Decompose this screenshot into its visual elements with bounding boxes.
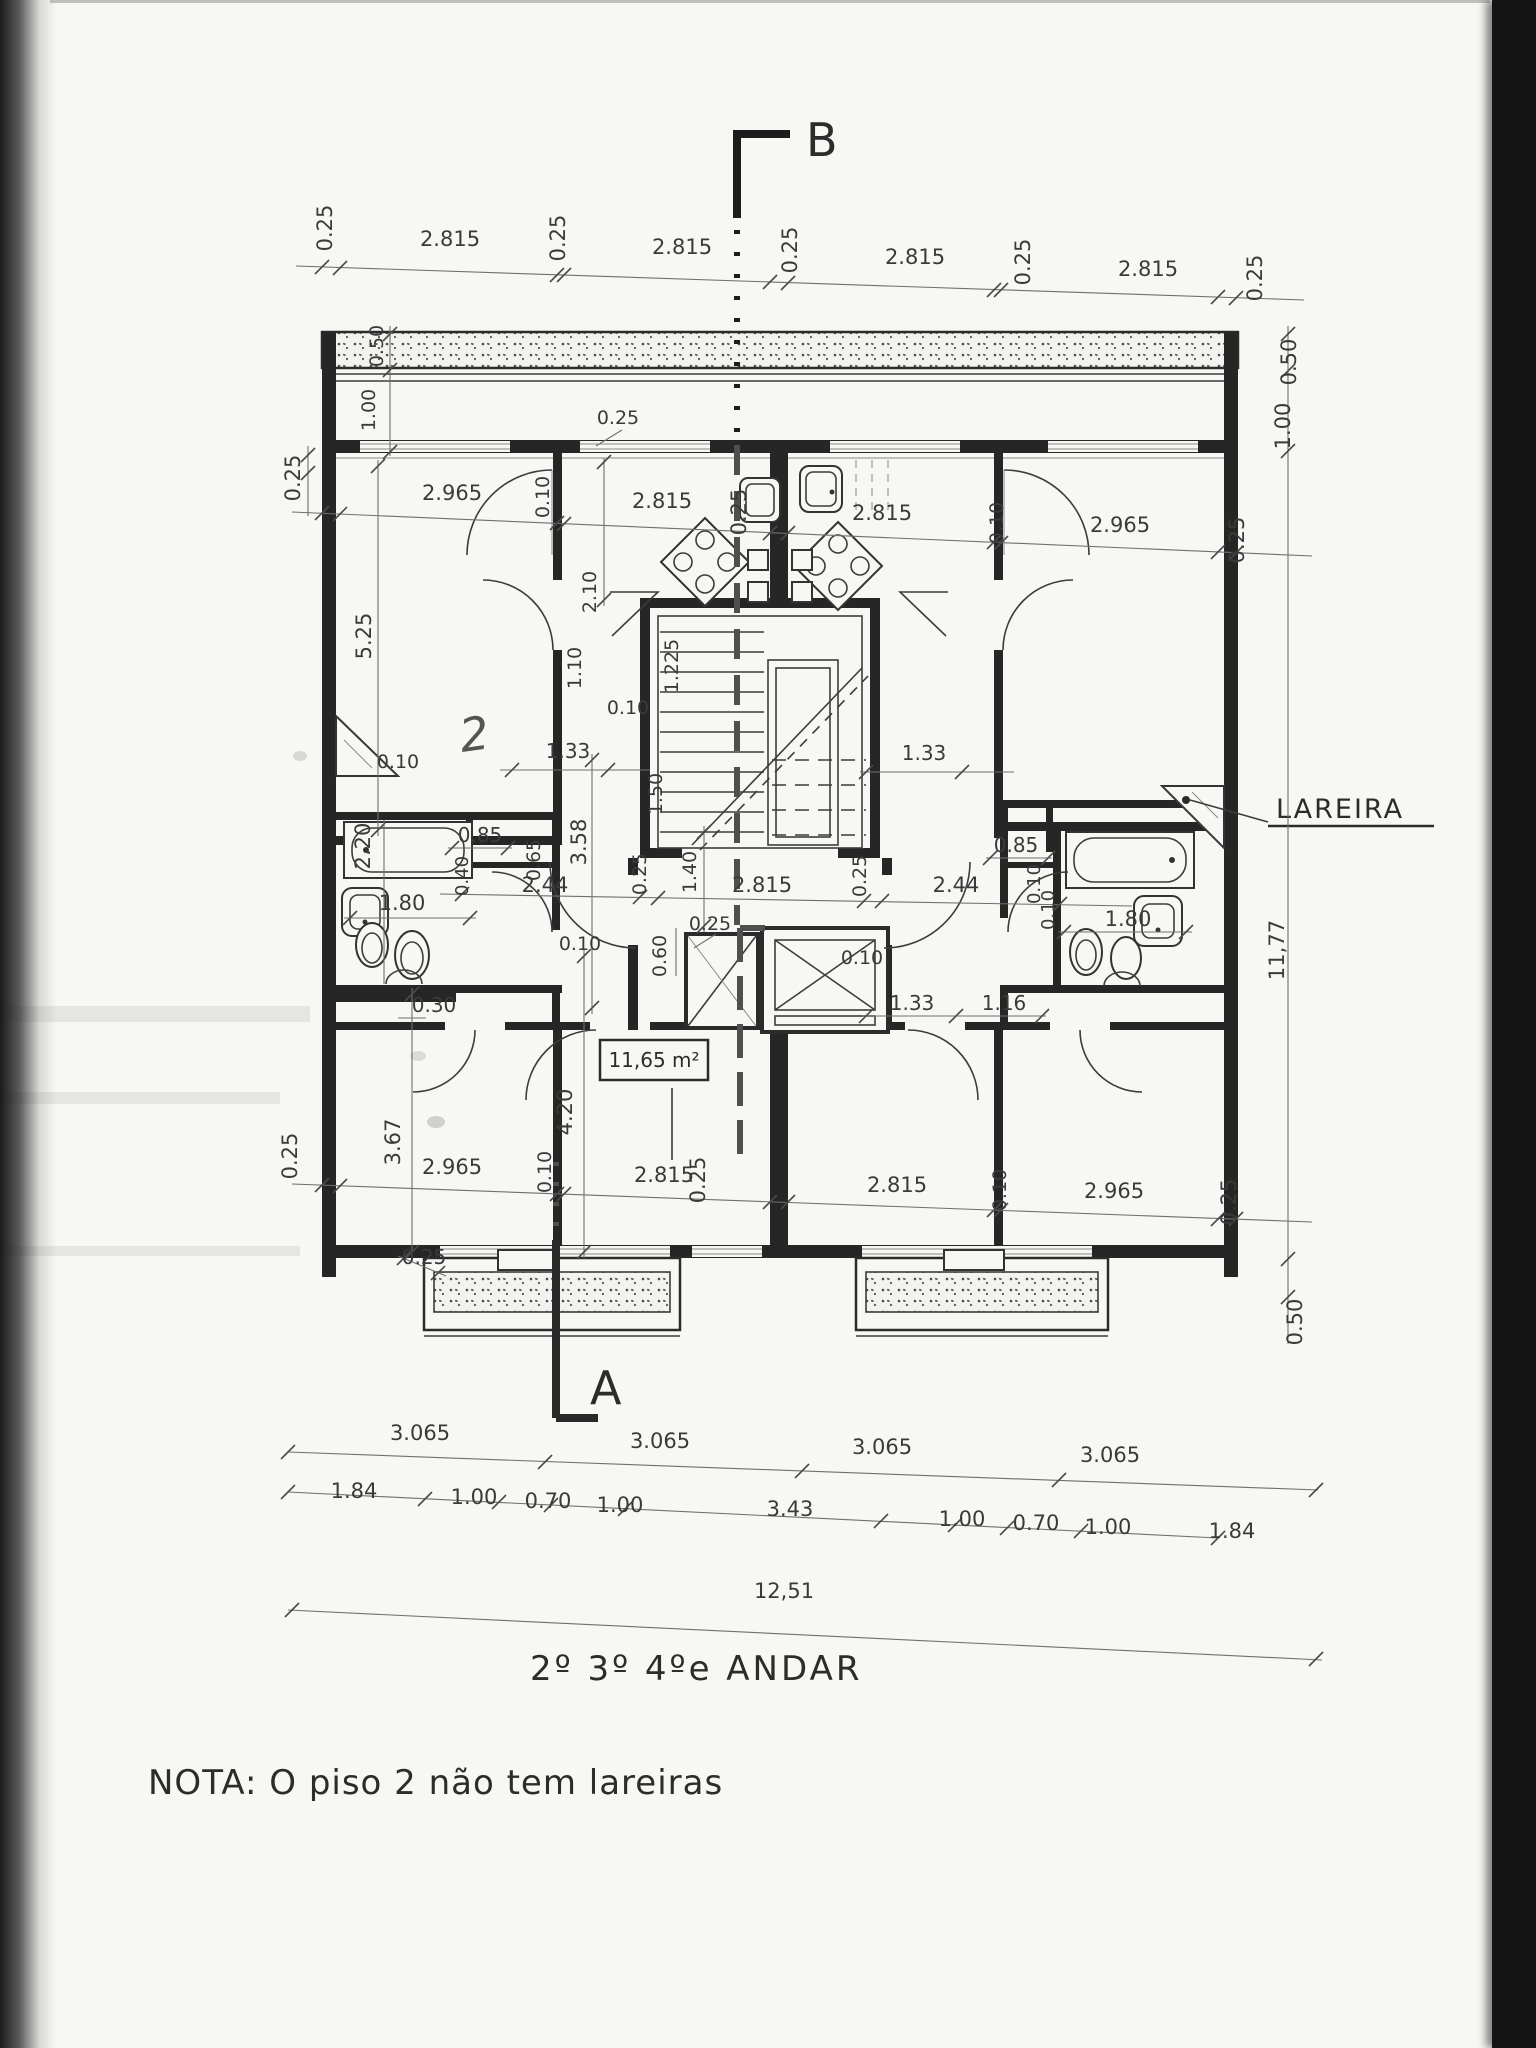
- dimension-label: 1.33: [545, 739, 591, 763]
- dimension-label: 2.965: [421, 481, 483, 505]
- dimension-label: 3.67: [381, 1118, 405, 1166]
- dimension-label: 0.10: [534, 1150, 556, 1194]
- dimension-label: 1.33: [889, 991, 935, 1015]
- dimension-label: 0.25: [686, 1156, 710, 1204]
- dimension-label: 1.225: [661, 638, 683, 694]
- dimension-label: 1.80: [1104, 907, 1152, 931]
- plan-note: NOTA: O piso 2 não tem lareiras: [148, 1763, 724, 1803]
- dimension-label: 0.10: [376, 751, 420, 773]
- dimension-label: 1.84: [330, 1479, 378, 1503]
- dimension-label: 0.30: [411, 993, 457, 1017]
- dimension-label: 1.40: [679, 850, 701, 894]
- dimension-label: 0.25: [1243, 254, 1267, 302]
- dimension-label: 1.50: [645, 772, 667, 816]
- dimension-label: 0.25: [278, 1132, 302, 1180]
- dimension-label: 2.965: [1083, 1179, 1145, 1203]
- dimension-label: 1.16: [981, 991, 1027, 1015]
- dimension-label: 0.60: [649, 934, 671, 978]
- dimension-label: 2.965: [1089, 513, 1151, 537]
- dimension-label: 2.20: [351, 822, 375, 870]
- area-box: [600, 1040, 708, 1160]
- dimension-label: 0.25: [688, 913, 732, 935]
- dimension-label: 2.815: [633, 1163, 695, 1187]
- service-duct: [686, 934, 758, 1028]
- dimension-label: 12,51: [753, 1579, 815, 1603]
- dimension-label: 2.815: [866, 1173, 928, 1197]
- dimension-label: 2.44: [932, 873, 980, 897]
- dimension-label: 5.25: [352, 612, 376, 660]
- scan-band-right: [1492, 0, 1536, 2048]
- dimension-label: 1.00: [358, 388, 380, 432]
- plan-title: 2º 3º 4ºe ANDAR: [530, 1649, 863, 1689]
- lareira-label: LAREIRA: [1276, 794, 1405, 825]
- dimension-label: 0.70: [1012, 1511, 1060, 1535]
- dimension-label: 2.815: [651, 235, 713, 259]
- dimension-label: 0.85: [993, 833, 1039, 857]
- scan-band-left: [0, 0, 56, 2048]
- dimension-label: 2.10: [579, 570, 601, 614]
- dimension-label: 1.80: [378, 891, 426, 915]
- dimension-label: 3.43: [766, 1497, 814, 1521]
- dimension-label: 1.33: [901, 741, 947, 765]
- dimension-label: 1.00: [938, 1507, 986, 1531]
- dimension-label: 0.70: [524, 1489, 572, 1513]
- dimension-label: 2.815: [419, 227, 481, 251]
- dimension-label: 11,77: [1265, 919, 1289, 981]
- dimension-label: 1.00: [1271, 402, 1295, 450]
- handwritten-mark: 2: [456, 705, 493, 763]
- pencil-smudge: [293, 751, 307, 761]
- dimension-label: 0.25: [546, 214, 570, 262]
- dimension-label: 2.815: [731, 873, 793, 897]
- dimension-label: 2.815: [884, 245, 946, 269]
- section-a-label: A: [590, 1361, 622, 1415]
- dimension-label: 4.20: [553, 1088, 577, 1136]
- dimension-label: 0.25: [1011, 238, 1035, 286]
- dimension-label: 1.00: [596, 1493, 644, 1517]
- dimension-label: 2.815: [1117, 257, 1179, 281]
- dimension-label: 0.10: [558, 933, 602, 955]
- top-balcony: [322, 332, 1238, 382]
- dimension-label: 0.10: [1024, 863, 1045, 905]
- dimension-label: 2.815: [851, 501, 913, 525]
- area-label: 11,65 m²: [608, 1048, 700, 1072]
- dimension-label: 3.065: [851, 1435, 913, 1459]
- dimension-label: 0.25: [629, 852, 651, 896]
- dimension-label: 0.10: [840, 947, 884, 969]
- balcony-bottom-right: [856, 1250, 1108, 1336]
- dimension-label: 0.10: [1038, 889, 1059, 931]
- dimension-label: 2.965: [421, 1155, 483, 1179]
- dimension-label: 1.84: [1208, 1519, 1256, 1543]
- dimension-label: 2.815: [631, 489, 693, 513]
- dimension-label: 0.10: [989, 1168, 1011, 1212]
- dimension-label: 1.10: [564, 646, 586, 690]
- dimension-label: 3.58: [567, 818, 591, 866]
- dimension-label: 3.065: [629, 1429, 691, 1453]
- dimension-label: 0.25: [1217, 1178, 1241, 1226]
- dimension-label: 0.25: [313, 204, 337, 252]
- dimension-label: 2.44: [521, 873, 569, 897]
- dimension-label: 0.10: [986, 501, 1008, 545]
- pencil-smudge: [427, 1116, 445, 1128]
- dimension-label: 0.50: [366, 324, 388, 368]
- dimension-label: 0.25: [1225, 516, 1249, 564]
- dimension-label: 0.85: [457, 823, 503, 847]
- dimension-label: 0.10: [532, 475, 554, 519]
- dimension-label: 0.50: [1277, 338, 1301, 386]
- dimension-label: 3.065: [389, 1421, 451, 1445]
- staircase: [640, 598, 880, 858]
- dimension-label: 0.25: [727, 488, 751, 536]
- dimension-label: 0.25: [596, 407, 640, 429]
- dimension-label: 0.65: [523, 838, 545, 882]
- dimension-label: 0.40: [452, 855, 473, 897]
- dimension-label: 0.10: [606, 697, 650, 719]
- dimension-label: 0.25: [849, 854, 871, 898]
- dimension-label: 3.065: [1079, 1443, 1141, 1467]
- dimension-label: 1.00: [1084, 1515, 1132, 1539]
- dimension-label: 0.25: [281, 454, 305, 502]
- dimension-label: 0.25: [778, 226, 802, 274]
- dimension-label: 0.25: [401, 1245, 447, 1269]
- section-b-label: B: [806, 113, 838, 167]
- dimension-label: 1.00: [450, 1485, 498, 1509]
- dimension-label: 0.50: [1283, 1298, 1307, 1346]
